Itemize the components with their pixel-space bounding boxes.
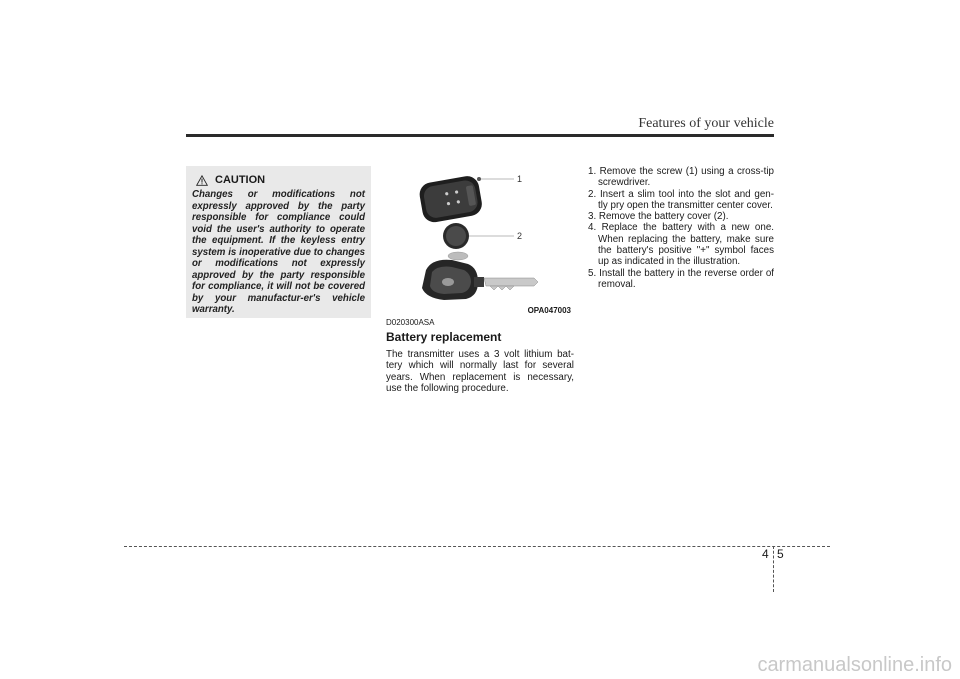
key-body-image: [422, 260, 538, 300]
footer-dashed-rule: [124, 546, 830, 547]
step-item: 5. Install the battery in the reverse order of removal.: [588, 267, 774, 290]
caution-text: Changes or modifications not expressly approved by the party responsible for compliance could void the user's authority to operate the equipment. If the keyless entry system is inoperative due to changes or modifications not expressly approved by the party responsible for compliance, it will not be covered by your manufactur-er's vehicle warranty.: [192, 189, 365, 315]
callout-2: 2: [517, 231, 523, 241]
battery-replacement-figure: [386, 166, 574, 317]
page-number: 5: [777, 547, 784, 561]
footer-vertical-divider: [773, 546, 774, 592]
transmitter-cover-image: [418, 174, 484, 224]
header-rule: [186, 134, 774, 137]
screw-image: [477, 177, 481, 181]
step-item: 1. Remove the screw (1) using a cross-tip screwdriver.: [588, 166, 774, 189]
section-code: D020300ASA: [386, 318, 435, 327]
caution-box: [186, 166, 371, 318]
battery-section: [386, 318, 574, 394]
page-header-title: Features of your vehicle: [638, 116, 774, 131]
page-chapter: 4: [762, 547, 769, 561]
caution-heading: CAUTION: [215, 174, 266, 186]
battery-image: [448, 252, 468, 260]
procedure-steps: [588, 166, 774, 290]
section-title: Battery replacement: [386, 330, 502, 344]
key-transmitter-illustration: [386, 166, 574, 317]
step-item: 3. Remove the battery cover (2).: [588, 211, 729, 223]
warning-icon: [196, 175, 208, 186]
battery-cover-image: [443, 223, 469, 249]
step-item: 4. Replace the battery with a new one. When replacing the battery, make sure the battery's positive "+" symbol faces up as indicated in the illustration.: [588, 222, 774, 268]
step-item: 2. Insert a slim tool into the slot and gen-tly pry open the transmitter center cover.: [588, 188, 774, 211]
section-body: The transmitter uses a 3 volt lithium bat-tery which will normally last for several years. When replacement is necessary, use the following procedure.: [386, 349, 574, 394]
watermark-text: carmanualsonline.info: [757, 654, 952, 676]
callout-1: 1: [517, 174, 523, 184]
figure-code: OPA047003: [527, 306, 571, 315]
caution-heading-row: [196, 174, 365, 186]
